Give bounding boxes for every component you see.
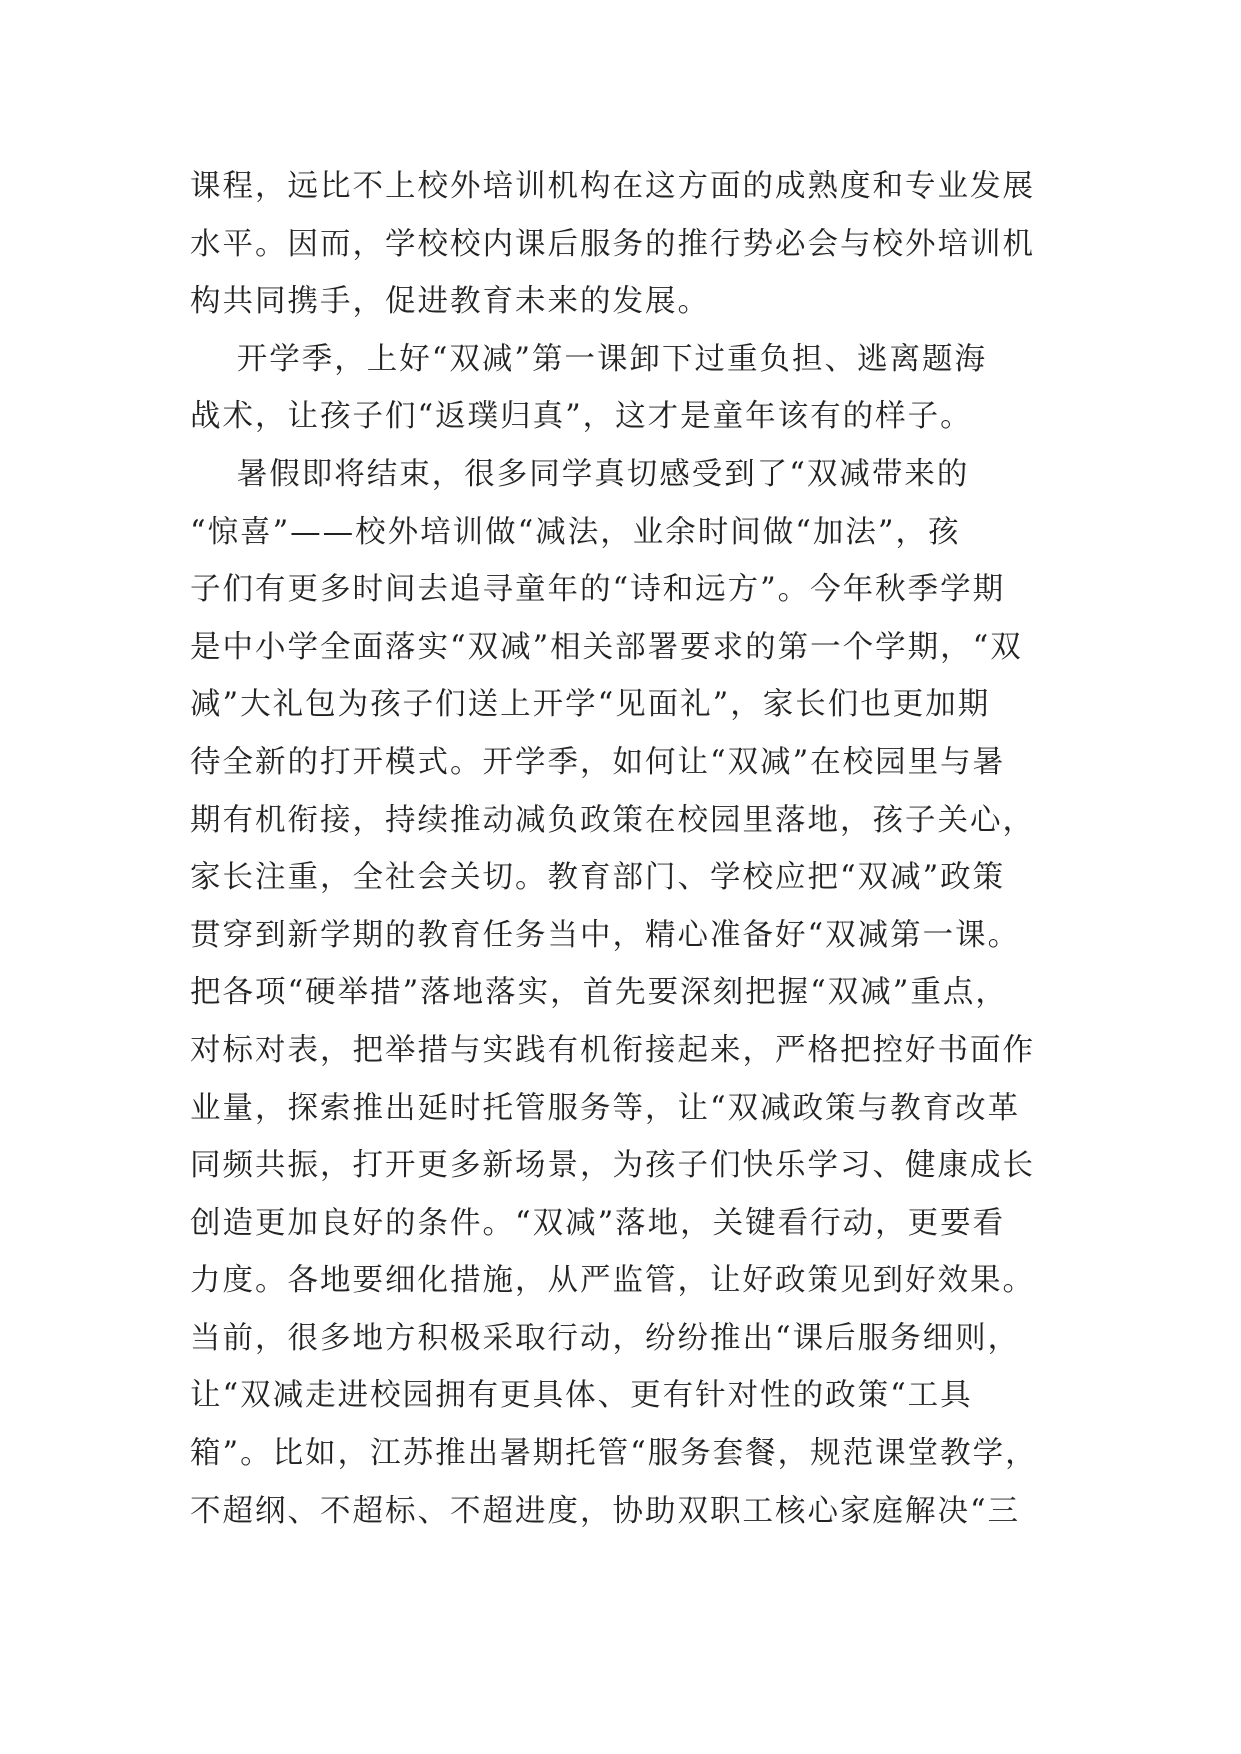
text-line: 期有机衔接，持续推动减负政策在校园里落地，孩子关心， bbox=[190, 802, 1035, 838]
text-line: “惊喜”——校外培训做“减法，业余时间做“加法”，孩 bbox=[190, 514, 961, 550]
body-text bbox=[190, 158, 1070, 1540]
text-line: 同频共振，打开更多新场景，为孩子们快乐学习、健康成长 bbox=[190, 1148, 1035, 1184]
text-line: 子们有更多时间去追寻童年的“诗和远方”。今年秋季学期 bbox=[190, 572, 1006, 608]
text-line: 减”大礼包为孩子们送上开学“见面礼”，家长们也更加期 bbox=[190, 687, 991, 723]
text-line: 战术，让孩子们“返璞归真”，这才是童年该有的样子。 bbox=[190, 399, 973, 435]
text-line: 箱”。比如，江苏推出暑期托管“服务套餐，规范课堂教学， bbox=[190, 1436, 1038, 1472]
text-line: 是中小学全面落实“双减”相关部署要求的第一个学期，“双 bbox=[190, 629, 1023, 665]
text-line: 业量，探索推出延时托管服务等，让“双减政策与教育改革 bbox=[190, 1090, 1021, 1126]
text-line: 开学季，上好“双减”第一课卸下过重负担、逃离题海 bbox=[190, 341, 987, 377]
text-line: 贯穿到新学期的教育任务当中，精心准备好“双减第一课。 bbox=[190, 917, 1021, 953]
text-line: 待全新的打开模式。开学季，如何让“双减”在校园里与暑 bbox=[190, 744, 1006, 780]
text-line: 创造更加良好的条件。“双减”落地，关键看行动，更要看 bbox=[190, 1205, 1006, 1241]
text-line: 构共同携手，促进教育未来的发展。 bbox=[190, 284, 710, 320]
text-line: 让“双减走进校园拥有更具体、更有针对性的政策“工具 bbox=[190, 1378, 973, 1414]
text-line: 力度。各地要细化措施，从严监管，让好政策见到好效果。 bbox=[190, 1263, 1035, 1299]
text-line: 当前，很多地方积极采取行动，纷纷推出“课后服务细则， bbox=[190, 1320, 1021, 1356]
text-line: 家长注重，全社会关切。教育部门、学校应把“双减”政策 bbox=[190, 860, 1006, 896]
text-line: 对标对表，把举措与实践有机衔接起来，严格把控好书面作 bbox=[190, 1032, 1035, 1068]
text-line: 把各项“硬举措”落地落实，首先要深刻把握“双减”重点， bbox=[190, 975, 1008, 1011]
text-line: 水平。因而，学校校内课后服务的推行势必会与校外培训机 bbox=[190, 226, 1035, 262]
text-line: 不超纲、不超标、不超进度，协助双职工核心家庭解决“三 bbox=[190, 1493, 1021, 1529]
text-line: 暑假即将结束，很多同学真切感受到了“双减带来的 bbox=[190, 456, 970, 492]
text-line: 课程，远比不上校外培训机构在这方面的成熟度和专业发展 bbox=[190, 169, 1035, 204]
